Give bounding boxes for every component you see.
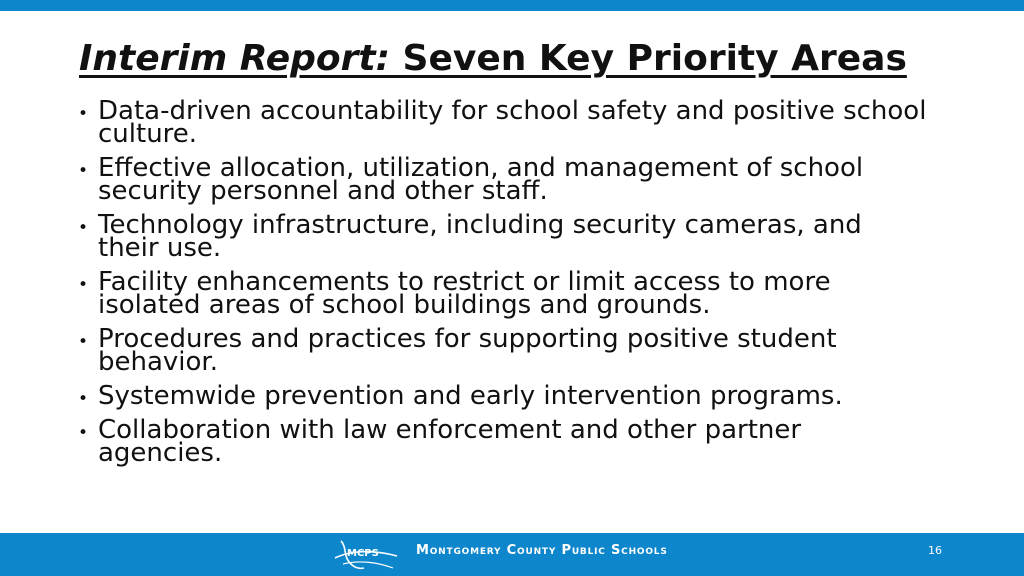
bullet-icon: •: [78, 218, 89, 238]
slide-title-main: Seven Key Priority Areas: [390, 38, 907, 79]
list-item: [78, 210, 928, 263]
list-item-text: Data-driven accountability for school safety and positive school culture.: [98, 96, 927, 149]
slide-title: [79, 37, 907, 81]
list-item-text: Effective allocation, utilization, and management of school security personnel and other staff.: [98, 153, 864, 206]
bullet-icon: •: [78, 389, 89, 409]
top-accent-bar: [0, 0, 1024, 11]
list-item-text: Collaboration with law enforcement and other partner agencies.: [98, 415, 802, 468]
mcps-logo-icon: [333, 537, 403, 573]
priority-areas-list: [78, 96, 928, 476]
list-item: [78, 267, 928, 320]
bullet-icon: •: [78, 423, 89, 443]
list-item: [78, 324, 928, 377]
bullet-icon: •: [78, 104, 89, 124]
org-name: Montgomery County Public Schools: [416, 543, 668, 558]
list-item: [78, 415, 928, 468]
list-item-text: Systemwide prevention and early intervention programs.: [98, 381, 843, 411]
list-item: [78, 96, 928, 149]
logo-text: MCPS: [347, 548, 379, 559]
list-item-text: Facility enhancements to restrict or limit access to more isolated areas of school buildings and grounds.: [98, 267, 831, 320]
slide-title-italic: Interim Report:: [79, 38, 390, 79]
list-item-text: Technology infrastructure, including security cameras, and their use.: [98, 210, 862, 263]
bullet-icon: •: [78, 161, 89, 181]
list-item: [78, 153, 928, 206]
list-item: [78, 381, 928, 411]
list-item-text: Procedures and practices for supporting positive student behavior.: [98, 324, 837, 377]
bullet-icon: •: [78, 332, 89, 352]
bullet-icon: •: [78, 275, 89, 295]
page-number: 16: [928, 544, 942, 557]
logo-lower-arc-shape: [343, 562, 393, 568]
